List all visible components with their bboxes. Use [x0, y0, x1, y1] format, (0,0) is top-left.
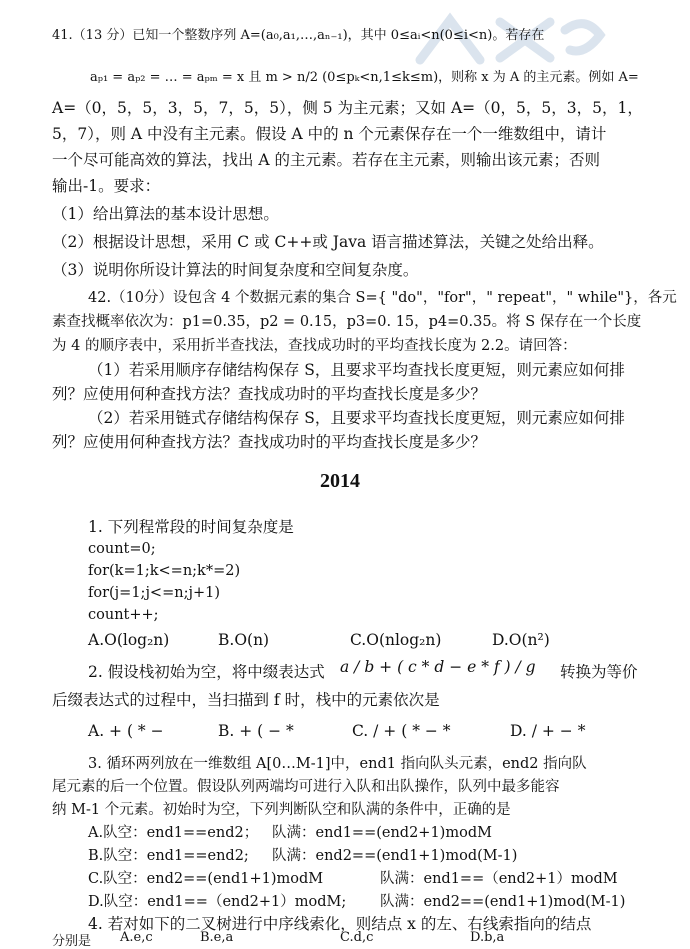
q2-option-b: B. + ( − * [218, 722, 294, 740]
q4-line-1: 4. 若对如下的二叉树进行中序线索化，则结点 x 的左、右线索指向的结点 [88, 915, 592, 933]
q3-line-2: 尾元素的后一个位置。假设队列两端均可进行入队和出队操作，队列中最多能容 [52, 779, 560, 795]
year-heading: 2014 [320, 470, 360, 492]
q4-option-d: D.b,a [470, 930, 505, 945]
q41-req-2: （2）根据设计思想，采用 C 或 C++或 Java 语言描述算法，关键之处给出释。 [52, 233, 604, 251]
q3-option-c-empty: C.队空：end2==(end1+1)modM [88, 871, 324, 887]
q3-option-b-full: 队满：end2==(end1+1)mod(M-1) [272, 848, 518, 864]
q3-option-c-full: 队满：end1==（end2+1）modM [380, 871, 618, 887]
q3-option-d-full: 队满：end2==(end1+1)mod(M-1) [380, 894, 626, 910]
q41-line-3: A=（0，5，5，3，5，7，5，5），侧 5 为主元素；又如 A=（0，5，5，3，5，1， [52, 99, 643, 117]
q3-option-b-empty: B.队空：end1==end2; [88, 848, 249, 864]
q1-code-line: count++; [88, 607, 159, 623]
q2-stem-b: 转换为等价 [560, 663, 638, 681]
q41-line-6: 输出-1。要求： [52, 177, 161, 195]
q41-req-3: （3）说明你所设计算法的时间复杂度和空间复杂度。 [52, 261, 419, 279]
q42-line-2: 素查找概率依次为：p1=0.35，p2 = 0.15，p3=0. 15，p4=0.35。将 S 保存在一个长度 [52, 314, 642, 330]
q42-part-1-cont: 列？应使用何种查找方法？查找成功时的平均查找长度是多少？ [52, 385, 487, 403]
q42-part-1: （1）若采用顺序存储结构保存 S，且要求平均查找长度更短，则元素应如何排 [88, 361, 625, 379]
q2-option-d: D. / + − * [510, 722, 586, 740]
q4-option-b: B.e,a [200, 930, 234, 945]
q4-line-2: 分别是 [52, 934, 92, 949]
q41-line-5: 一个尽可能高效的算法，找出 A 的主元素。若存在主元素，则输出该元素；否则 [52, 151, 601, 169]
q4-option-a: A.e,c [120, 930, 153, 945]
q1-option-a: A.O(log₂n) [88, 631, 170, 649]
q3-line-1: 3. 循环两列放在一维数组 A[0…M-1]中，end1 指向队头元素，end2 指向队 [88, 756, 587, 772]
q1-option-c: C.O(nlog₂n) [350, 631, 442, 649]
q41-line-1: 41.（13 分）已知一个整数序列 A=(a₀,a₁,…,aₙ₋₁)，其中 0≤aᵢ<n(0≤i<n)。若存在 [52, 28, 545, 43]
q3-option-a-full: 队满：end1==(end2+1)modM [272, 825, 492, 841]
q3-line-3: 纳 M-1 个元素。初始时为空，下列判断队空和队满的条件中，正确的是 [52, 802, 511, 818]
q41-line-2: aₚ₁ = aₚ₂ = … = aₚₘ = x 且 m > n/2 (0≤pₖ<n,1≤k≤m)，则称 x 为 A 的主元素。例如 A= [90, 70, 639, 85]
q1-option-b: B.O(n) [218, 631, 270, 649]
q2-infix-expression: a / b + ( c * d − e * f ) / g [340, 658, 536, 676]
q42-part-2: （2）若采用链式存储结构保存 S，且要求平均查找长度更短，则元素应如何排 [88, 409, 625, 427]
q1-code-line: count=0; [88, 541, 156, 557]
q1-stem: 1. 下列程常段的时间复杂度是 [88, 518, 294, 536]
q1-code-line: for(k=1;k<=n;k*=2) [88, 563, 241, 579]
q2-stem-c: 后缀表达式的过程中，当扫描到 f 时，栈中的元素依次是 [52, 691, 440, 709]
q2-option-c: C. / + ( * − * [352, 722, 451, 740]
q41-req-1: （1）给出算法的基本设计思想。 [52, 205, 279, 223]
q1-option-d: D.O(n²) [492, 631, 550, 649]
q41-line-4: 5，7），则 A 中没有主元素。假设 A 中的 n 个元素保存在一个一维数组中，请计 [52, 125, 607, 143]
q42-line-3: 为 4 的顺序表中，采用折半查找法，查找成功时的平均查找长度为 2.2。请回答： [52, 338, 577, 354]
q42-line-1: 42.（10分）设包含 4 个数据元素的集合 S={ "do"，"for"，" repeat"，" while"}，各元 [88, 290, 677, 306]
q42-part-2-cont: 列？应使用何种查找方法？查找成功时的平均查找长度是多少？ [52, 433, 487, 451]
q3-option-a-empty: A.队空：end1==end2； [88, 825, 259, 841]
q2-stem-a: 2. 假设栈初始为空，将中缀表达式 [88, 663, 325, 681]
q2-option-a: A. + ( * − [88, 722, 164, 740]
q3-option-d-empty: D.队空：end1==（end2+1）modM; [88, 894, 347, 910]
q1-code-line: for(j=1;j<=n;j+1) [88, 585, 220, 601]
q4-option-c: C.d,c [340, 930, 374, 945]
